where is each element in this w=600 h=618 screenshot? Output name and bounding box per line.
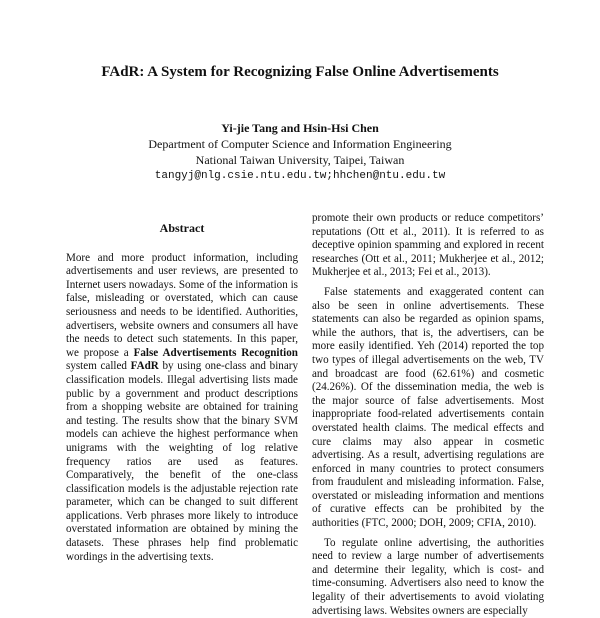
abstract-text-2: system called (66, 360, 131, 373)
body-paragraph: promote their own products or reduce competitors’ reputations (Ott et al., 2011). It is referred to as deceptive opinion spamming and explored in recent researches (Ott et al., 2011; Mukherjee et al., 2012; Mukherjee et al., 2013; Fei et al., 2013). (312, 212, 544, 279)
right-column (312, 212, 544, 617)
abstract-text-1: More and more product information, including advertisements and user reviews, are presented to Internet users nowadays. Some of the information is false, misleading or overstated, which can cause seriousness and needs to be identified. Authorities, advertisers, website owners and consumers all have the needs to detect such statements. In this paper, we propose a (66, 251, 298, 359)
author-names: Yi-jie Tang and Hsin-Hsi Chen (221, 121, 379, 135)
author-university: National Taiwan University, Taipei, Taiwan (195, 153, 405, 167)
body-paragraph: False statements and exaggerated content can also be seen in online advertisements. These statements can also be regarded as opinion spams, while the authors, that is, the advertisers, can be more easily identified. Yeh (2014) reported the top two types of illegal advertisements on the web, TV and broadcast are food (62.61%) and cosmetic (24.26%). Of the dissemination media, the web is the major source of false advertisements. Most inappropriate food-related advertisements contain overstated health claims. The medical effects and cure claims may also appear in cosmetic advertising. As a result, advertising regulations are enforced in many countries to protect consumers from fraudulent and misleading information. False, overstated or misleading information and mentions of curative effects can be prohibited by the authorities (FTC, 2000; DOH, 2009; CFIA, 2010). (312, 285, 544, 530)
abstract-heading: Abstract (159, 221, 205, 235)
author-block (0, 120, 600, 184)
author-department: Department of Computer Science and Information Engineering (148, 137, 452, 151)
abstract-text-3: by using one-class and binary classification models. Illegal advertising lists made public by a government and product descriptions from a shopping website are obtained for training and testing. The results show that the binary SVM models can achieve the highest performance when unigrams with the weighting of log relative frequency ratios are used as features. Comparatively, the benefit of the one-class classification models is the adjustable rejection rate parameter, which can be changed to suit different applications. Verb phrases more likely to introduce overstated information are obtained by mining the datasets. These phrases help find problematic wordings in the advertising texts. (66, 360, 298, 563)
system-name-short: FAdR (130, 360, 159, 373)
system-name-long: False Advertisements Recognition (133, 346, 298, 359)
body-paragraph: To regulate online advertising, the authorities need to review a large number of advertisements and determine their legality, which is cost- and time-consuming. Advertisers also need to know the legality of their advertisements to avoid violating advertising laws. Websites owners are especially (312, 536, 544, 617)
author-email: tangyj@nlg.csie.ntu.edu.tw;hhchen@ntu.edu.tw (154, 170, 446, 182)
abstract-body (66, 252, 298, 565)
left-column (66, 222, 298, 600)
paper-title: FAdR: A System for Recognizing False Online Advertisements (101, 64, 499, 80)
